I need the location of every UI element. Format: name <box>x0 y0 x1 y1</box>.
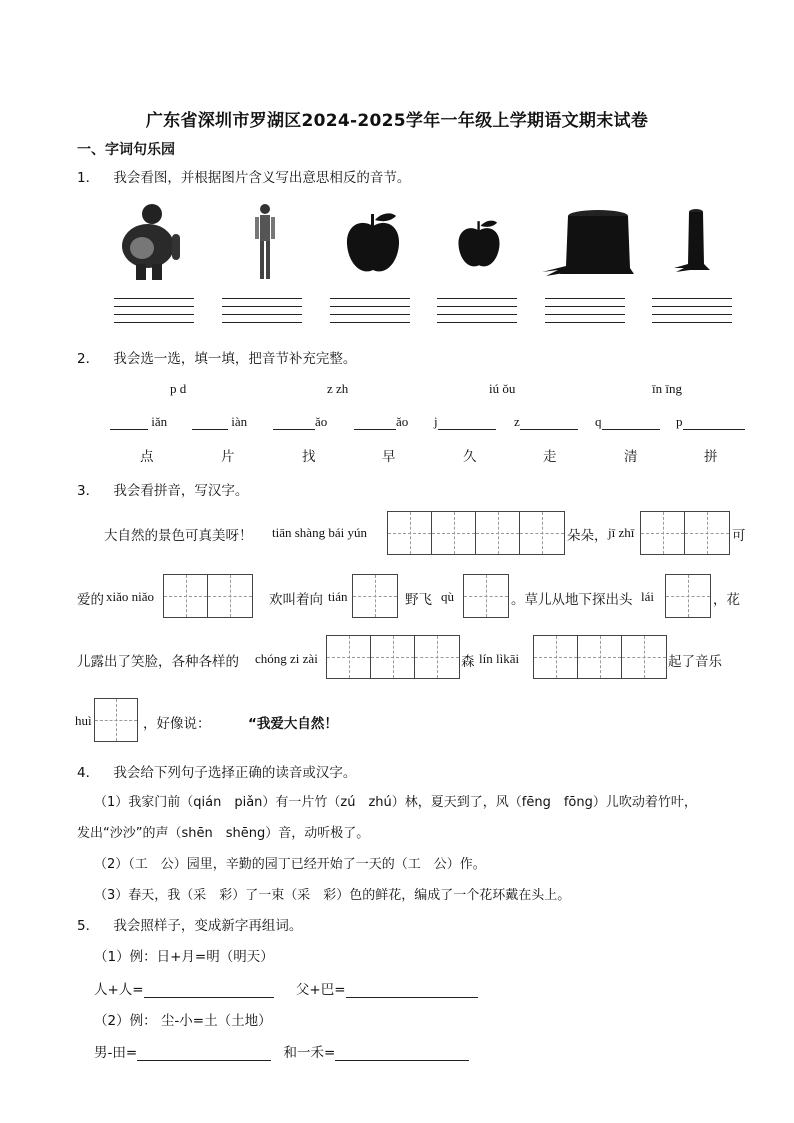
question-5 <box>77 914 302 934</box>
question-number: 3． <box>77 483 100 499</box>
passage-text: 儿露出了笑脸，各种各样的 <box>77 654 239 670</box>
equation-row: 男-田= 和一禾= <box>94 1041 469 1061</box>
question-text: 我会照样子，变成新字再组词。 <box>113 918 303 934</box>
answer-lines[interactable] <box>114 298 194 330</box>
question-1 <box>77 166 410 186</box>
sentence-1: （1）我家门前（qián piǎn）有一片竹（zú zhú）林，夏天到了，风（fēng fōng）儿吹动着竹叶， <box>94 795 697 810</box>
sentence-3: （3）春天，我（采 彩）了一束（采 彩）色的鲜花，编成了一个花环戴在头上。 <box>94 888 571 903</box>
sentence-1-cont: 发出“沙沙”的声（shēn shēng）音，动听极了。 <box>77 826 370 841</box>
question-3 <box>77 479 248 499</box>
syllable-blank[interactable]: iàn <box>192 414 247 430</box>
fat-man-icon <box>116 200 188 284</box>
pinyin-prompt: lái <box>641 589 654 604</box>
big-apple-icon <box>344 210 402 276</box>
example-1: （1）例：日+月=明（明天） <box>94 949 274 965</box>
option-group: p d <box>170 381 187 396</box>
passage-text: 起了音乐 <box>668 654 722 670</box>
question-number: 2． <box>77 351 100 367</box>
tianzige-box[interactable] <box>326 635 460 679</box>
passage-text: “我爱大自然！ <box>248 716 338 732</box>
char-label: 找 <box>302 449 316 465</box>
char-label: 拼 <box>704 449 718 465</box>
thick-stump-icon <box>540 208 634 276</box>
passage-text: ，花 <box>713 592 740 608</box>
tianzige-box[interactable] <box>533 635 667 679</box>
question-text: 我会给下列句子选择正确的读音或汉字。 <box>113 765 357 781</box>
question-text: 我会选一选，填一填，把音节补充完整。 <box>113 351 357 367</box>
syllable-blank[interactable]: p <box>676 414 745 430</box>
answer-lines[interactable] <box>437 298 517 330</box>
question-text: 我会看图，并根据图片含义写出意思相反的音节。 <box>113 170 411 186</box>
passage-text: 大自然的景色可真美呀！ <box>104 528 253 544</box>
syllable-blank[interactable]: iǎn <box>110 414 167 430</box>
tianzige-box[interactable] <box>94 698 138 742</box>
pinyin-prompt: lín lìkāi <box>479 651 520 666</box>
pinyin-prompt: huì <box>75 713 92 728</box>
pinyin-prompt: jī zhī <box>608 525 635 540</box>
section-heading: 一、字词句乐园 <box>77 142 175 158</box>
passage-text: 野飞 <box>405 592 432 608</box>
sentence-2: （2）（工 公）园里，辛勤的园丁已经开始了一天的（工 公）作。 <box>94 857 486 872</box>
char-label: 清 <box>624 449 638 465</box>
tianzige-box[interactable] <box>387 511 565 555</box>
char-label: 片 <box>221 449 235 465</box>
answer-blank[interactable] <box>346 997 478 998</box>
answer-blank[interactable] <box>137 1060 271 1061</box>
syllable-blank[interactable]: q <box>595 414 660 430</box>
question-2 <box>77 347 356 367</box>
passage-text: 欢叫着向 <box>269 592 323 608</box>
example-2: （2）例： 尘-小=土（土地） <box>94 1013 272 1029</box>
tianzige-box[interactable] <box>665 574 711 618</box>
passage-text: ，好像说： <box>143 716 211 732</box>
option-group: iú ǒu <box>489 381 516 396</box>
answer-lines[interactable] <box>545 298 625 330</box>
answer-lines[interactable] <box>330 298 410 330</box>
pinyin-prompt: tián <box>328 589 348 604</box>
question-number: 1． <box>77 170 100 186</box>
tianzige-box[interactable] <box>463 574 509 618</box>
tianzige-box[interactable] <box>163 574 253 618</box>
char-label: 走 <box>543 449 557 465</box>
small-apple-icon <box>456 218 502 270</box>
pinyin-prompt: tiān shàng bái yún <box>272 525 367 540</box>
answer-lines[interactable] <box>222 298 302 330</box>
syllable-blank[interactable]: ǎo <box>273 414 327 430</box>
answer-blank[interactable] <box>335 1060 469 1061</box>
option-group: z zh <box>327 381 349 396</box>
question-number: 4． <box>77 765 100 781</box>
equation-row: 人+人= 父+巴= <box>94 978 478 998</box>
question-number: 5． <box>77 918 100 934</box>
char-label: 久 <box>463 449 477 465</box>
question-text: 我会看拼音，写汉字。 <box>113 483 249 499</box>
tianzige-box[interactable] <box>640 511 730 555</box>
pinyin-prompt: qù <box>441 589 454 604</box>
syllable-blank[interactable]: ǎo <box>354 414 408 430</box>
syllable-blank[interactable]: j <box>434 414 496 430</box>
thin-stump-icon <box>672 208 712 272</box>
passage-text: 森 <box>461 654 475 670</box>
passage-text: 爱的 <box>77 592 104 608</box>
syllable-blank[interactable]: z <box>514 414 578 430</box>
pinyin-prompt: chóng zi zài <box>255 651 318 666</box>
char-label: 早 <box>382 449 396 465</box>
question-4 <box>77 761 356 781</box>
char-label: 点 <box>140 449 154 465</box>
passage-text: 朵朵， <box>567 528 608 544</box>
passage-text: 可 <box>732 528 746 544</box>
answer-lines[interactable] <box>652 298 732 330</box>
page-title: 广东省深圳市罗湖区2024-2025学年一年级上学期语文期末试卷 <box>145 111 649 131</box>
option-group: īn īng <box>652 381 682 396</box>
pinyin-prompt: xiǎo niǎo <box>106 589 155 604</box>
passage-text: 。草儿从地下探出头 <box>511 592 633 608</box>
thin-man-icon <box>250 202 280 282</box>
answer-blank[interactable] <box>144 997 274 998</box>
tianzige-box[interactable] <box>352 574 398 618</box>
